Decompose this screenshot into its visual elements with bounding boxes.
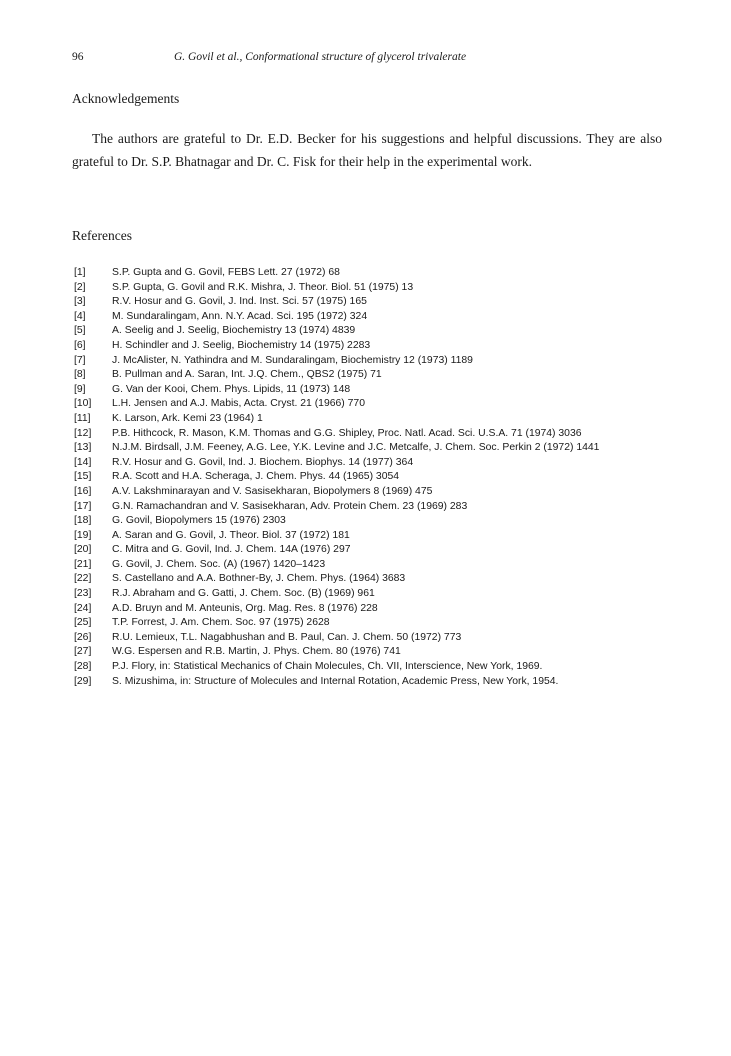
reference-item <box>74 427 674 442</box>
reference-item <box>74 485 674 500</box>
reference-item <box>74 572 674 587</box>
reference-item <box>74 412 674 427</box>
reference-item <box>74 324 674 339</box>
reference-text: R.V. Hosur and G. Govil, Ind. J. Biochem. Biophys. 14 (1977) 364 <box>112 456 414 468</box>
reference-number: [23] <box>74 588 92 600</box>
reference-text: S. Mizushima, in: Structure of Molecules and Internal Rotation, Academic Press, New York, 1954. <box>112 675 559 687</box>
reference-text: P.B. Hithcock, R. Mason, K.M. Thomas and G.G. Shipley, Proc. Natl. Acad. Sci. U.S.A. 71 (1974) 3036 <box>112 427 582 439</box>
reference-text: L.H. Jensen and A.J. Mabis, Acta. Cryst. 21 (1966) 770 <box>112 398 365 410</box>
reference-number: [26] <box>74 631 92 643</box>
reference-text: A.D. Bruyn and M. Anteunis, Org. Mag. Res. 8 (1976) 228 <box>112 602 378 614</box>
reference-number: [11] <box>74 412 91 424</box>
reference-item <box>74 602 674 617</box>
reference-item <box>74 354 674 369</box>
reference-text: B. Pullman and A. Saran, Int. J.Q. Chem., QBS2 (1975) 71 <box>112 369 382 381</box>
reference-number: [14] <box>74 456 92 468</box>
reference-number: [12] <box>74 427 92 439</box>
reference-text: A. Seelig and J. Seelig, Biochemistry 13 (1974) 4839 <box>112 325 356 337</box>
reference-number: [2] <box>74 281 86 293</box>
reference-item <box>74 295 674 310</box>
reference-list <box>74 266 674 689</box>
reference-text: S.P. Gupta and G. Govil, FEBS Lett. 27 (1972) 68 <box>112 267 340 278</box>
reference-text: N.J.M. Birdsall, J.M. Feeney, A.G. Lee, Y.K. Levine and J.C. Metcalfe, J. Chem. Soc. Perkin 2 (1972) 1441 <box>112 442 600 454</box>
reference-number: [15] <box>74 471 92 483</box>
reference-text: J. McAlister, N. Yathindra and M. Sundaralingam, Biochemistry 12 (1973) 1189 <box>112 354 473 366</box>
reference-item <box>74 266 674 281</box>
references-heading: References <box>72 228 132 243</box>
acknowledgements-heading: Acknowledgements <box>72 91 180 106</box>
reference-text: P.J. Flory, in: Statistical Mechanics of Chain Molecules, Ch. VII, Interscience, New York, 1969. <box>112 661 543 673</box>
reference-number: [4] <box>74 310 86 322</box>
reference-number: [3] <box>74 296 86 308</box>
reference-item <box>74 470 674 485</box>
reference-item <box>74 397 674 412</box>
reference-text: R.V. Hosur and G. Govil, J. Ind. Inst. Sci. 57 (1975) 165 <box>112 296 367 308</box>
reference-text: M. Sundaralingam, Ann. N.Y. Acad. Sci. 195 (1972) 324 <box>112 310 368 322</box>
reference-text: K. Larson, Ark. Kemi 23 (1964) 1 <box>112 412 263 424</box>
reference-item <box>74 383 674 398</box>
reference-text: A. Saran and G. Govil, J. Theor. Biol. 37 (1972) 181 <box>112 529 350 541</box>
reference-text: S.P. Gupta, G. Govil and R.K. Mishra, J. Theor. Biol. 51 (1975) 13 <box>112 281 414 293</box>
running-title: G. Govil et al., Conformational structure of glycerol trivalerate <box>174 51 467 63</box>
reference-text: G. Govil, J. Chem. Soc. (A) (1967) 1420–1423 <box>112 558 326 570</box>
reference-text: T.P. Forrest, J. Am. Chem. Soc. 97 (1975) 2628 <box>112 617 330 629</box>
reference-number: [28] <box>74 661 92 673</box>
reference-number: [17] <box>74 500 92 512</box>
reference-number: [9] <box>74 383 86 395</box>
reference-number: [20] <box>74 544 92 556</box>
reference-item <box>74 456 674 471</box>
reference-text: G. Van der Kooi, Chem. Phys. Lipids, 11 (1973) 148 <box>112 383 351 395</box>
reference-item <box>74 543 674 558</box>
acknowledgements-body: The authors are grateful to Dr. E.D. Becker for his suggestions and helpful discussions. They are also grateful to Dr. S.P. Bhatnagar and Dr. C. Fisk for their help in the experimental work. <box>72 131 662 169</box>
reference-item <box>74 675 674 690</box>
reference-number: [13] <box>74 442 92 454</box>
reference-item <box>74 441 674 456</box>
reference-item <box>74 558 674 573</box>
reference-number: [8] <box>74 369 86 381</box>
reference-item <box>74 616 674 631</box>
reference-number: [25] <box>74 617 92 629</box>
reference-number: [24] <box>74 602 92 614</box>
reference-number: [22] <box>74 573 92 585</box>
reference-item <box>74 645 674 660</box>
reference-number: [5] <box>74 325 86 337</box>
reference-item <box>74 631 674 646</box>
reference-text: S. Castellano and A.A. Bothner-By, J. Chem. Phys. (1964) 3683 <box>112 573 406 585</box>
reference-text: W.G. Espersen and R.B. Martin, J. Phys. Chem. 80 (1976) 741 <box>112 646 401 658</box>
reference-text: R.U. Lemieux, T.L. Nagabhushan and B. Paul, Can. J. Chem. 50 (1972) 773 <box>112 631 462 643</box>
reference-number: [27] <box>74 646 92 658</box>
reference-item <box>74 529 674 544</box>
reference-number: [1] <box>74 267 86 278</box>
reference-number: [19] <box>74 529 92 541</box>
reference-text: H. Schindler and J. Seelig, Biochemistry 14 (1975) 2283 <box>112 339 371 351</box>
reference-number: [10] <box>74 398 92 410</box>
reference-text: G.N. Ramachandran and V. Sasisekharan, Adv. Protein Chem. 23 (1969) 283 <box>112 500 468 512</box>
reference-number: [16] <box>74 485 92 497</box>
reference-item <box>74 339 674 354</box>
reference-item <box>74 281 674 296</box>
reference-number: [29] <box>74 675 92 687</box>
reference-item <box>74 368 674 383</box>
reference-text: G. Govil, Biopolymers 15 (1976) 2303 <box>112 515 286 527</box>
reference-text: R.J. Abraham and G. Gatti, J. Chem. Soc. (B) (1969) 961 <box>112 588 375 600</box>
reference-number: [6] <box>74 339 86 351</box>
reference-item <box>74 514 674 529</box>
reference-number: [21] <box>74 558 92 570</box>
reference-number: [7] <box>74 354 86 366</box>
reference-text: A.V. Lakshminarayan and V. Sasisekharan, Biopolymers 8 (1969) 475 <box>112 485 433 497</box>
reference-item <box>74 660 674 675</box>
reference-item <box>74 500 674 515</box>
reference-text: R.A. Scott and H.A. Scheraga, J. Chem. Phys. 44 (1965) 3054 <box>112 471 400 483</box>
reference-number: [18] <box>74 515 92 527</box>
reference-text: C. Mitra and G. Govil, Ind. J. Chem. 14A (1976) 297 <box>112 544 351 556</box>
page-number: 96 <box>72 51 84 63</box>
reference-item <box>74 587 674 602</box>
reference-item <box>74 310 674 325</box>
